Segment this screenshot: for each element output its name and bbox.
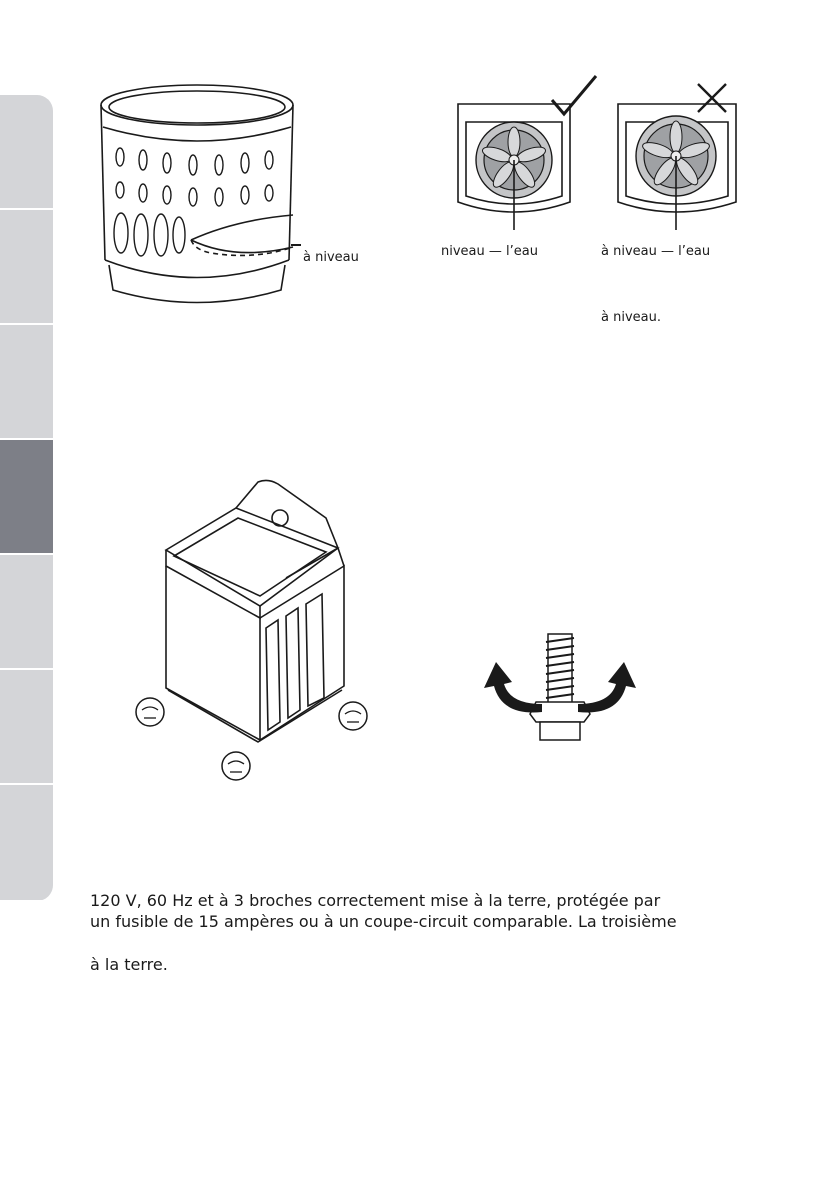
drum-level-correct-illustration <box>450 72 605 232</box>
side-tab-6 <box>0 670 53 785</box>
wash-tub-illustration <box>95 75 310 315</box>
level-bad-note: à niveau. <box>601 310 661 325</box>
side-tab-3 <box>0 325 53 440</box>
body-text-line-2: un fusible de 15 ampères ou à un coupe-circuit comparable. La troisième <box>90 912 677 931</box>
drum-level-incorrect-illustration <box>610 72 750 232</box>
washer-leveling-feet-illustration <box>128 478 383 790</box>
side-tab-7 <box>0 785 53 900</box>
side-tab-4-active <box>0 440 53 555</box>
side-tab-5 <box>0 555 53 670</box>
body-text-line-3: à la terre. <box>90 955 168 974</box>
side-tabs <box>0 95 53 901</box>
side-tab-1 <box>0 95 53 210</box>
level-ok-label: niveau — l’eau <box>441 244 538 259</box>
leveling-screw-illustration <box>478 628 643 746</box>
tub-level-label: à niveau <box>303 250 359 265</box>
side-tab-2 <box>0 210 53 325</box>
body-text-line-1: 120 V, 60 Hz et à 3 broches correctement mise à la terre, protégée par <box>90 891 661 910</box>
level-bad-label: à niveau — l’eau <box>601 244 711 259</box>
